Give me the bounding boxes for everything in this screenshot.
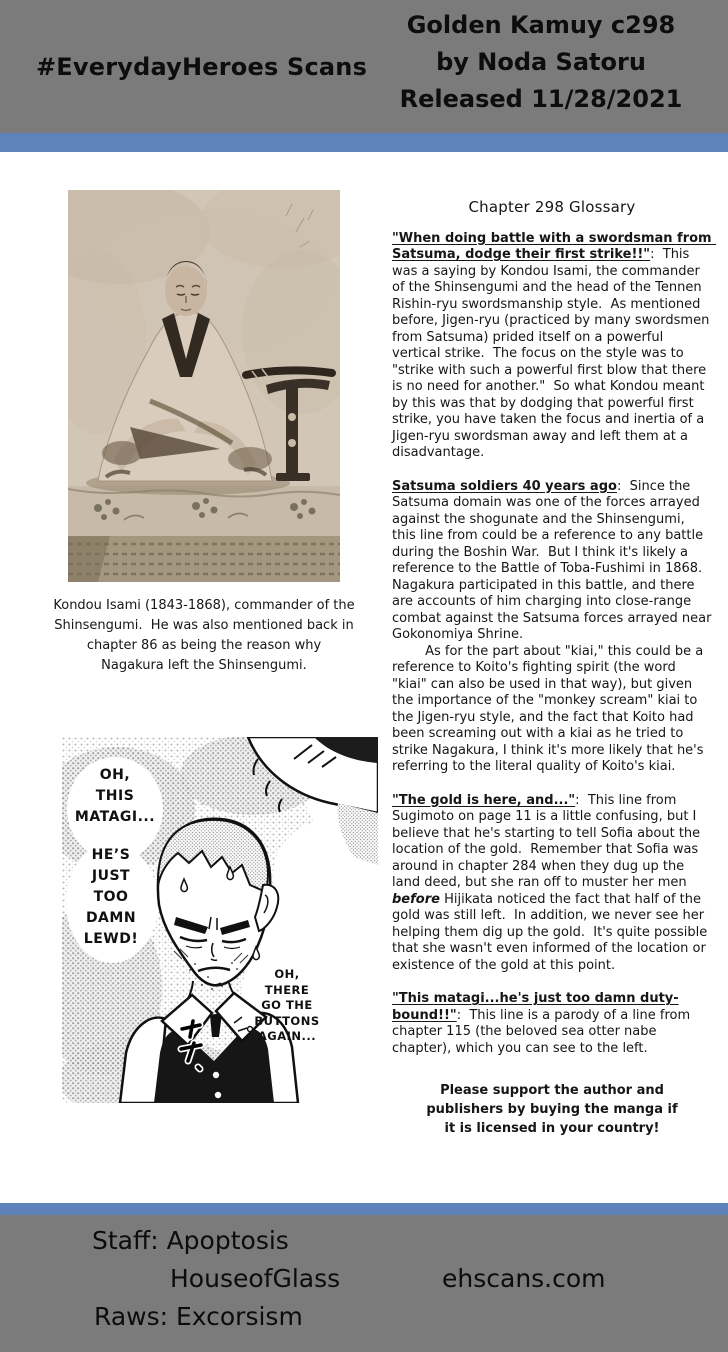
- manga-bubble-right: OH, THERE GO THE BUTTONS AGAIN...: [254, 967, 320, 1043]
- glossary-term: Satsuma soldiers 40 years ago: [392, 478, 617, 494]
- chapter-title: Golden Kamuy c298: [406, 11, 676, 39]
- footer-raws-line: Raws: Excorsism: [94, 1302, 303, 1331]
- glossary-body: This was a saying by Kondou Isami, the commander of the Shinsengumi and the head of the Tennen Rishin-ryu swordsmanship style. As mentioned before, Jigen-ryu (practiced by many swordsmen from Satsuma) prided itself on a powerful vertical strike. The focus on the style was to "strike with such a powerful first blow that there is no need for another." So what Kondou meant by this was that by dodging that powerful first strike, you have taken the focus and inertia of a Jigen-ryu swordsman away and left them at a disadvantage.: [392, 247, 714, 460]
- glossary-separator: :: [650, 247, 663, 262]
- glossary-entry-satsuma-soldiers: [392, 479, 712, 776]
- manga-panel: [62, 737, 378, 1103]
- manga-bubble-mid: HE’S JUST TOO DAMN LEWD!: [83, 847, 139, 947]
- release-info: [376, 7, 706, 118]
- kondou-isami-photo: [68, 190, 340, 582]
- support-note: Please support the author and publishers by buying the manga if it is licensed in your country!: [426, 1083, 678, 1136]
- glossary-entry-gold-is-here: [392, 793, 712, 975]
- release-date: Released 11/28/2021: [399, 85, 683, 113]
- glossary-term: "This matagi...he's just too damn duty-bound!!": [392, 991, 679, 1023]
- glossary-column: [392, 198, 717, 1138]
- glossary-body: Hijikata noticed the fact that half of the gold was still left. In addition, we never see her helping them dig up the gold. It's quite possible that she wasn't even informed of the location or existence of the gold at this point.: [392, 891, 712, 973]
- author-line: by Noda Satoru: [436, 48, 646, 76]
- footer-website: ehscans.com: [442, 1264, 606, 1293]
- divider-stripe-bottom: [0, 1203, 728, 1215]
- glossary-term: "The gold is here, and...": [392, 792, 576, 808]
- glossary-body: This line from Sugimoto on page 11 is a little confusing, but I believe that he's starting to tell Sofia about the location of the gold. Remember that Sofia was around in chapter 284 when they dug up the land deed, but she ran off to muster her men: [392, 792, 705, 890]
- glossary-term: "When doing battle with a swordsman from Satsuma, dodge their first strike!!": [392, 230, 717, 262]
- face: [165, 266, 207, 316]
- footer-band: [0, 1215, 728, 1352]
- footer-staff-line: Staff: Apoptosis: [92, 1226, 289, 1255]
- glossary-separator: :: [575, 792, 588, 808]
- glossary-separator: :: [456, 1007, 470, 1023]
- divider-stripe-top: [0, 133, 728, 152]
- manga-bubble-top: OH, THIS MATAGI...: [74, 767, 156, 825]
- glossary-entry-matagi: [392, 991, 712, 1057]
- photo-caption: Kondou Isami (1843-1868), commander of the Shinsengumi. He was also mentioned back in chapter 86 as being the reason why Nagakura left the Shinsengumi.: [53, 598, 355, 673]
- glossary-body: Since the Satsuma domain was one of the forces arrayed against the shogunate and the Shinsengumi, this line from could be a reference to any battle during the Boshin War. But I think it's likely a reference to the Battle of Toba-Fushimi in 1868. Nagakura participated in this battle, and there are accounts of him charging into close-range combat against the Satsuma forces arrayed near Gokonomiya Shrine. As for the part about "kiai," this could be a reference to Koito's fighting spirit (the word "kiai" can also be used in that way), but given the importance of the "monkey scream" kiai to the Jigen-ryu style, and the fact that Koito had been screaming out with a kiai as he tried to strike Nagakura, I think it's more likely that he's referring to the literal quality of Koito's kiai.: [392, 478, 712, 774]
- rug-border-band: [68, 536, 340, 582]
- header-band: [0, 0, 728, 133]
- kondou-isami-photo-art: [68, 190, 340, 582]
- glossary-separator: :: [616, 478, 630, 494]
- glossary-title: Chapter 298 Glossary: [468, 198, 636, 216]
- footer-staff-member: HouseofGlass: [170, 1264, 341, 1293]
- glossary-entry-satsuma-strike: [392, 230, 717, 462]
- emphasis-word: before: [392, 891, 440, 907]
- glossary-body: This line is a parody of a line from chapter 115 (the beloved sea otter nabe chapter), which you can see to the left.: [392, 1007, 695, 1056]
- scan-group-name: #EverydayHeroes Scans: [36, 53, 368, 81]
